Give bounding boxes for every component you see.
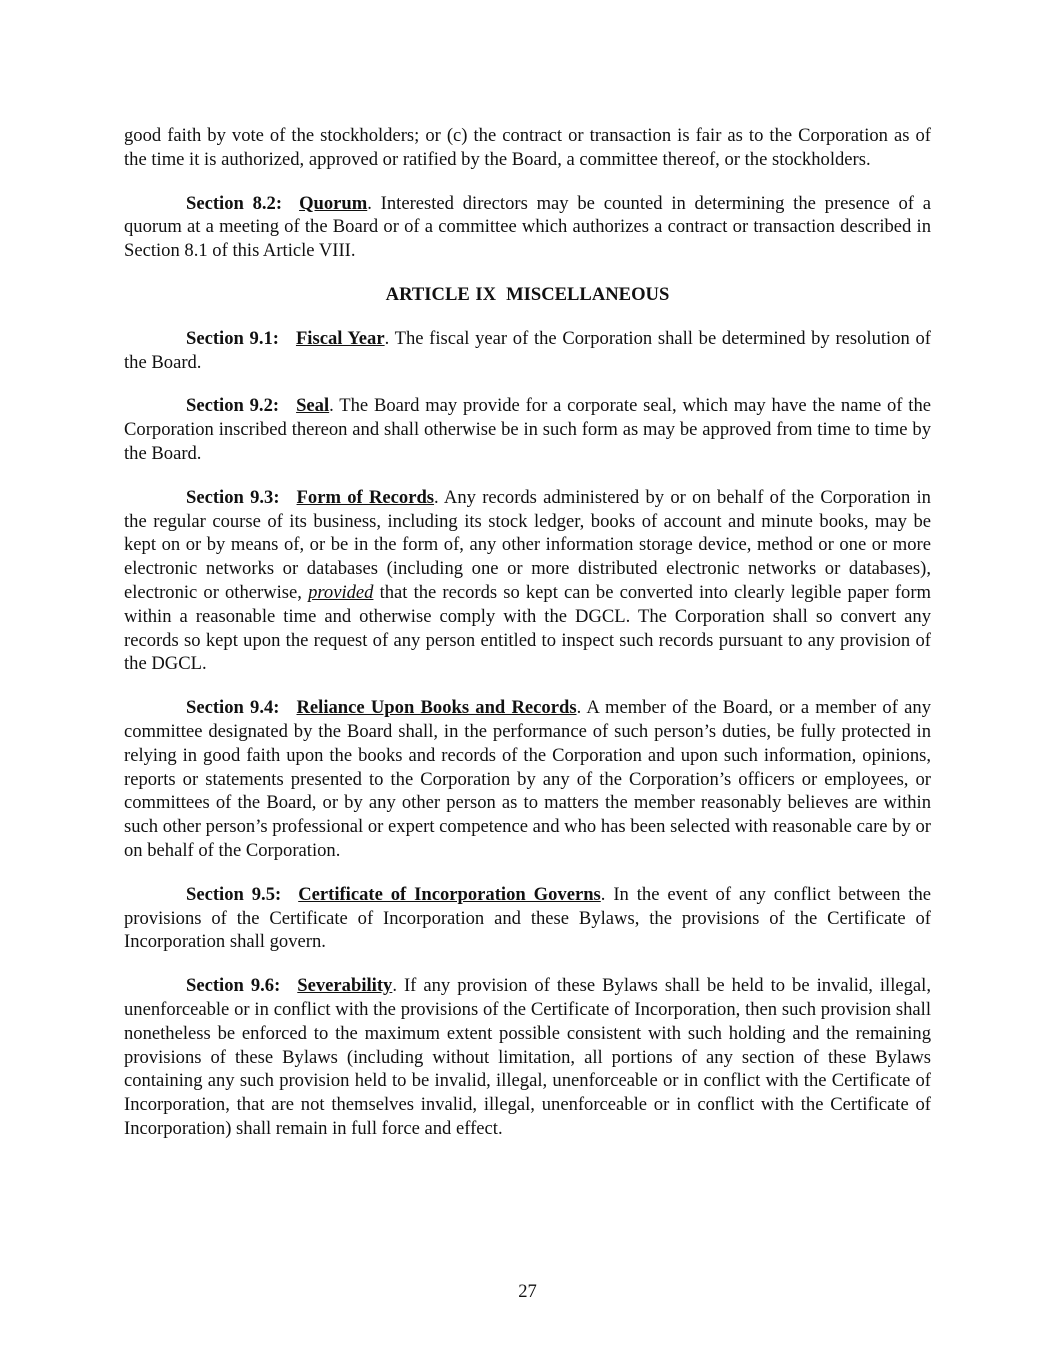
section-title: Seal xyxy=(296,395,330,417)
section-number: Section 9.2: xyxy=(186,395,280,417)
section-title: Form of Records xyxy=(296,486,435,508)
section-title: Certificate of Incorporation Governs xyxy=(298,883,601,905)
section-number: Section 9.3: xyxy=(186,486,280,508)
section-title: Reliance Upon Books and Records xyxy=(296,697,577,719)
section-text: . Interested directors may be counted in determining the presence of a quorum at a meeting of the Board or of a committee which authorizes a contract or transaction described in Section 8.1 of this Article VIII. xyxy=(124,192,931,262)
section-title: Fiscal Year xyxy=(295,327,385,349)
section-text: . The fiscal year of the Corporation shall be determined by resolution of the Board. xyxy=(124,327,931,373)
section-9-4 xyxy=(124,696,931,863)
section-title: Quorum xyxy=(299,192,368,214)
section-text-cont: that the records so kept can be converted into clearly legible paper form within a reasonable time and otherwise comply with the DGCL. The Corporation shall so convert any records so kept upon the request of any person entitled to inspect such records pursuant to any provision of the DGCL. xyxy=(124,581,931,675)
continuation-paragraph: good faith by vote of the stockholders; or (c) the contract or transaction is fair as to the Corporation as of the time it is authorized, approved or ratified by the Board, a committee thereof, or the stockholders. xyxy=(124,125,931,170)
section-number: Section 9.4: xyxy=(186,697,280,719)
section-number: Section 9.6: xyxy=(186,975,281,997)
section-text: . If any provision of these Bylaws shall be held to be invalid, illegal, unenforceable or in conflict with the provisions of the Certificate of Incorporation, then such provision shall nonetheless be enforced to the maximum extent possible consistent with such holding and the remaining provisions of these Bylaws (including without limitation, all portions of any section of these Bylaws containing any such provision held to be invalid, illegal, unenforceable or in conflict with the Certificate of Incorporation, that are not themselves invalid, illegal, unenforceable or in conflict with the Certificate of Incorporation) shall remain in full force and effect. xyxy=(124,975,931,1139)
section-number: Section 9.1: xyxy=(186,327,279,349)
section-9-3 xyxy=(124,486,931,676)
article-name: MISCELLANEOUS xyxy=(506,283,670,305)
section-text: . A member of the Board, or a member of any committee designated by the Board shall, in the performance of such person’s duties, be fully protected in relying in good faith upon the books and records of the Corporation and upon such information, opinions, reports or statements presented to the Corporation by any of the Corporation’s officers or employees, or committees of the Board, or by any other person as to matters the member reasonably believes are within such other person’s professional or expert competence and who has been selected with reasonable care by or on behalf of the Corporation. xyxy=(124,697,931,861)
section-9-1 xyxy=(124,327,931,375)
section-text: . The Board may provide for a corporate seal, which may have the name of the Corporation inscribed thereon and shall otherwise be in such form as may be approved from time to time by the Board. xyxy=(124,395,931,464)
section-text: . In the event of any conflict between the provisions of the Certificate of Incorporation and these Bylaws, the provisions of the Certificate of Incorporation shall govern. xyxy=(124,883,931,953)
section-8-2 xyxy=(124,192,931,263)
section-9-2 xyxy=(124,394,931,465)
provided-term: provided xyxy=(308,581,374,603)
section-9-5 xyxy=(124,883,931,954)
section-9-6 xyxy=(124,974,931,1141)
section-number: Section 8.2: xyxy=(186,192,283,214)
document-body xyxy=(124,124,931,1161)
section-title: Severability xyxy=(297,975,393,997)
article-label: ARTICLE IX xyxy=(385,283,497,305)
section-text: . Any records administered by or on behalf of the Corporation in the regular course of its business, including its stock ledger, books of account and minute books, may be kept on or by means of, or be in the form of, any other information storage device, method or one or more electronic networks or databases (including one or more distributed electronic networks or databases), electronic or otherwise, xyxy=(124,486,931,603)
section-number: Section 9.5: xyxy=(186,883,282,905)
page-number: 27 xyxy=(518,1281,537,1302)
article-heading xyxy=(124,283,931,307)
